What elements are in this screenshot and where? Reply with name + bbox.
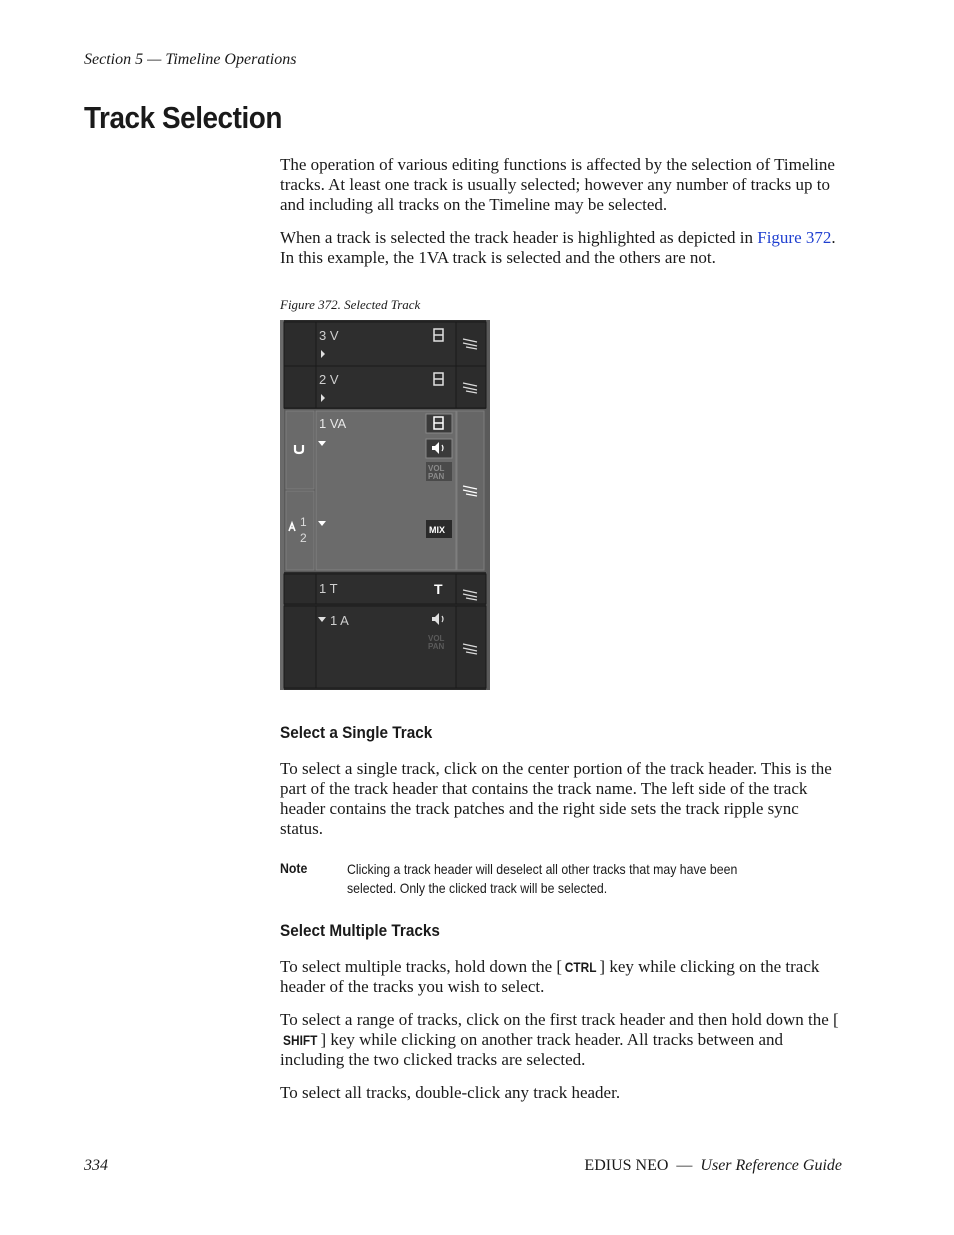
page-number: 334 bbox=[84, 1157, 108, 1174]
track-1a[interactable] bbox=[284, 606, 486, 688]
track-2v[interactable] bbox=[284, 366, 486, 408]
footer-guide-title: EDIUS NEO — User Reference Guide bbox=[584, 1157, 842, 1174]
multiple-paragraph-1: To select multiple tracks, hold down the [ CTRL ] key while clicking on the track header of the tracks you wish to select. bbox=[280, 957, 820, 996]
track-name-1va: 1 VA bbox=[319, 416, 347, 431]
title-track-icon: T bbox=[434, 581, 443, 597]
svg-text:VOL: VOL bbox=[428, 464, 445, 473]
svg-text:PAN: PAN bbox=[428, 472, 445, 481]
svg-text:VOL: VOL bbox=[428, 634, 445, 643]
running-header: Section 5 — Timeline Operations bbox=[84, 51, 297, 68]
multiple-paragraph-2: To select a range of tracks, click on the first track header and then hold down the [SHIFT ] key while clicking on another track header. All tracks between and including the two clicked tracks are selected. bbox=[280, 1010, 839, 1069]
track-name-1t: 1 T bbox=[319, 581, 338, 596]
svg-text:PAN: PAN bbox=[428, 642, 445, 651]
track-name-3v: 3 V bbox=[319, 328, 339, 343]
svg-text:1: 1 bbox=[300, 515, 307, 529]
intro-paragraph-1: The operation of various editing functions is affected by the selection of Timeline tracks. At least one track is usually selected; however any number of tracks up to and including all tracks on the Timeline may be selected. bbox=[280, 155, 835, 214]
heading-select-single-track: Select a Single Track bbox=[280, 723, 433, 742]
track-1va-selected[interactable] bbox=[284, 409, 486, 572]
track-name-1a: 1 A bbox=[330, 613, 349, 628]
vol-pan-icon bbox=[428, 634, 445, 651]
mix-button[interactable] bbox=[426, 520, 452, 538]
vol-pan-icon[interactable] bbox=[426, 462, 452, 481]
svg-text:MIX: MIX bbox=[429, 525, 446, 535]
track-1t[interactable] bbox=[284, 574, 486, 604]
shift-key: SHIFT bbox=[283, 1032, 318, 1048]
selected-track-figure bbox=[280, 320, 490, 690]
figure-caption: Figure 372. Selected Track bbox=[280, 297, 421, 312]
note-text: Clicking a track header will deselect all other tracks that may have been selected. Only the clicked track will be selected. bbox=[347, 861, 738, 896]
ctrl-key: CTRL bbox=[564, 959, 597, 975]
track-name-2v: 2 V bbox=[319, 372, 339, 387]
heading-select-multiple-tracks: Select Multiple Tracks bbox=[280, 921, 440, 940]
track-3v[interactable] bbox=[284, 322, 486, 366]
speaker-icon[interactable] bbox=[426, 439, 452, 458]
figure-link[interactable]: Figure 372 bbox=[757, 228, 832, 247]
intro-paragraph-2: When a track is selected the track header is highlighted as depicted in Figure 372. In this example, the 1VA track is selected and the others are not. bbox=[280, 228, 836, 267]
multiple-paragraph-3: To select all tracks, double-click any track header. bbox=[280, 1083, 621, 1102]
video-track-icon[interactable] bbox=[426, 414, 452, 433]
single-track-paragraph: To select a single track, click on the center portion of the track header. This is the part of the track header that contains the track name. The left side of the track header contains the track patches and the right side sets the track ripple sync status. bbox=[280, 759, 832, 838]
note-label: Note bbox=[280, 860, 308, 876]
page-title: Track Selection bbox=[84, 100, 282, 135]
svg-text:2: 2 bbox=[300, 531, 307, 545]
